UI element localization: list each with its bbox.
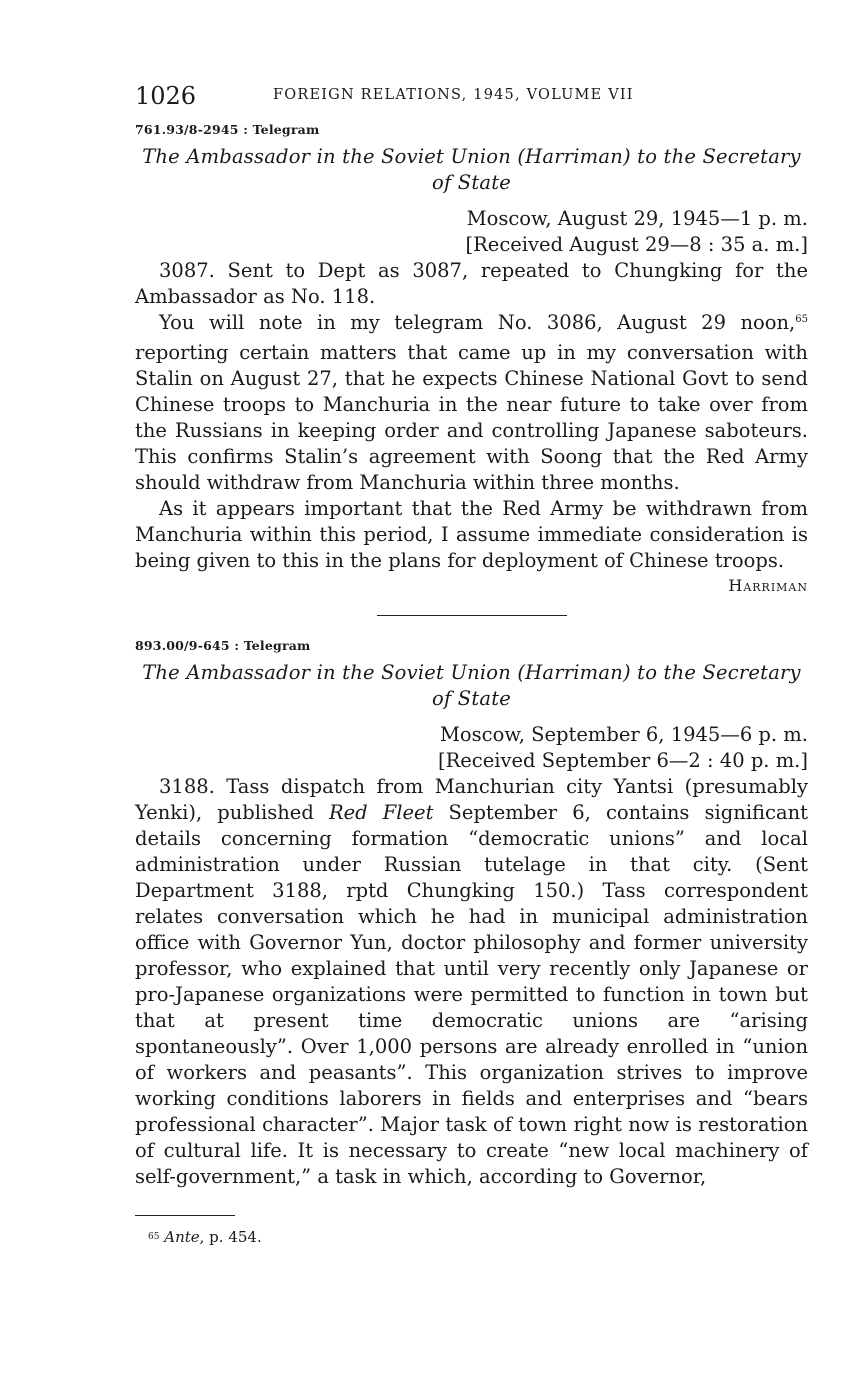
dateline: [135, 206, 808, 258]
footnote-ante: Ante: [164, 1228, 200, 1246]
footnote-rule: [135, 1215, 235, 1216]
running-head: FOREIGN RELATIONS, 1945, VOLUME VII: [273, 87, 634, 103]
paragraph: [135, 774, 808, 1190]
doc-title: The Ambassador in the Soviet Union (Harriman) to the Secretary of State: [142, 145, 801, 194]
doc-title: The Ambassador in the Soviet Union (Harriman) to the Secretary of State: [142, 661, 801, 710]
document-1: [135, 122, 808, 595]
page-body: [135, 78, 808, 1190]
signature: Harriman: [728, 576, 808, 595]
paragraph-text: September 6, contains significant details concerning formation “democratic unions” and local administration under Russian tutelage in that city. (Sent Department 3188, rptd Chungking 150.) Tass correspondent relates conversation which he had in municipal administration office with Governor Yun, doctor philosophy and former university professor, who explained that until very recently only Japanese or pro-Japanese organizations were permitted to function in town but that at present time democratic unions are “arising spontaneously”. Over 1,000 persons are already enrolled in “union of workers and peasants”. This organization strives to improve working conditions laborers in fields and enterprises and “bears professional character”. Major task of town right now is restoration of cultural life. It is necessary to create “new local machinery of self-government,” a task in which, according to Governor,: [135, 801, 808, 1188]
paragraph-text: You will note in my telegram No. 3086, August 29 noon,: [159, 311, 796, 334]
paragraph: [135, 310, 808, 496]
paragraph: 3087. Sent to Dept as 3087, repeated to Chungking for the Ambassador as No. 118.: [135, 259, 808, 308]
dateline-received: [Received September 6—2 : 40 p. m.]: [437, 749, 808, 772]
dateline: [135, 722, 808, 774]
doc-reference: 761.93/8-2945 : Telegram: [135, 122, 320, 137]
document-2: [135, 638, 808, 1190]
section-divider: [377, 615, 567, 616]
dateline-sent: Moscow, September 6, 1945—6 p. m.: [439, 723, 808, 746]
page-header: [135, 78, 808, 114]
dateline-received: [Received August 29—8 : 35 a. m.]: [465, 233, 808, 256]
dateline-sent: Moscow, August 29, 1945—1 p. m.: [466, 207, 808, 230]
page-number: 1026: [135, 82, 197, 110]
footnote-number: 65: [148, 1232, 160, 1242]
doc-reference: 893.00/9-645 : Telegram: [135, 638, 311, 653]
paragraph-text: reporting certain matters that came up in my conversation with Stalin on August 27, that he expects Chinese National Govt to send Chinese troops to Manchuria in the near future to take over from the Russians in keeping order and controlling Japanese saboteurs. This confirms Stalin’s agreement with Soong that the Red Army should withdraw from Manchuria within three months.: [135, 341, 808, 494]
paragraph: As it appears important that the Red Army be withdrawn from Manchuria within this period, I assume immediate consideration is being given to this in the plans for deployment of Chinese troops.: [135, 497, 808, 572]
newspaper-title: Red Fleet: [328, 801, 434, 824]
footnote-reference: 65: [795, 314, 808, 325]
footnote-text: , p. 454.: [199, 1228, 262, 1246]
paragraph-text: 3188. Tass dispatch from Manchurian city Yantsi (presumably Yenki), published: [135, 775, 808, 824]
footnote: [148, 1228, 262, 1246]
